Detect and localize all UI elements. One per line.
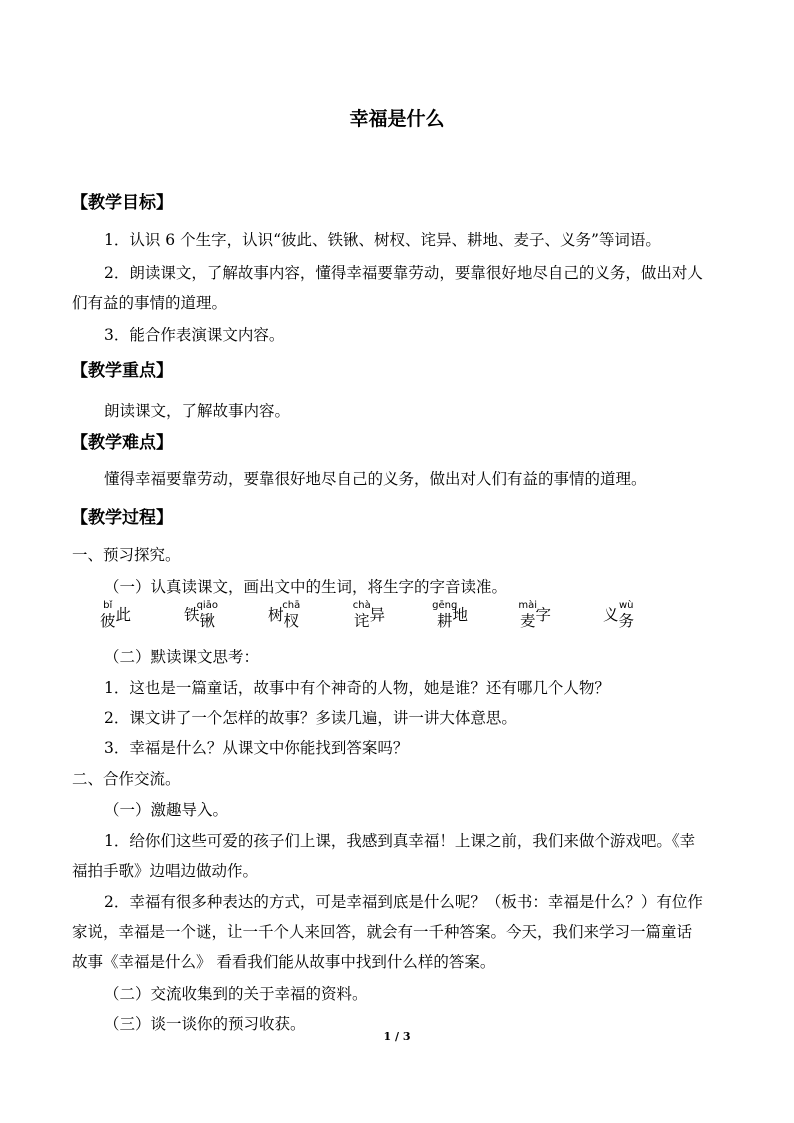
pinyin-char: 此 [115,606,132,624]
pinyin-word [268,600,301,630]
question-3: 3．幸福是什么？从课文中你能找到答案吗？ [104,739,409,757]
pinyin-annotation: qiāo [196,600,218,611]
goal-2-line-2: 们有益的事情的道理。 [72,294,228,312]
pinyin-char: 杈 chā [282,600,301,630]
pinyin-char: 铁 [184,606,200,624]
question-1: 1．这也是一篇童话，故事中有个神奇的人物，她是谁？还有哪几个人物？ [104,679,610,697]
process-step-2: 二、合作交流。 [72,770,181,788]
pinyin-char: 彼 bǐ [100,600,116,630]
pinyin-annotation: wù [619,600,634,611]
question-2: 2．课文讲了一个怎样的故事？多读几遍，讲一讲大体意思。 [104,709,517,727]
pinyin-vocabulary-row [0,600,794,635]
process-step-1-2: （二）默读课文思考： [104,648,260,666]
pinyin-char: 务 wù [618,600,635,630]
goal-2-line-1: 2．朗读课文，了解故事内容，懂得幸福要靠劳动，要靠很好地尽自己的义务，做出对人 [104,264,703,282]
pinyin-word [603,600,635,630]
pinyin-word [518,600,552,630]
process-step-2-3: （三）谈一谈你的预习收获。 [104,1015,306,1033]
process-step-2-1: （一）激趣导入。 [104,801,229,819]
key-text: 朗读课文，了解故事内容。 [104,402,291,420]
pinyin-word [352,600,386,630]
pinyin-word [432,600,469,630]
pinyin-annotation: gēng [432,600,458,611]
process-heading: 【教学过程】 [71,508,173,528]
pinyin-annotation: mài [518,600,538,611]
pinyin-char: 义 [603,606,619,624]
pinyin-char: 异 [369,606,386,624]
pinyin-char: 诧 chà [352,600,371,630]
pinyin-annotation: bǐ [103,600,113,611]
step-1-line-2: 福拍手歌》边唱边做动作。 [72,862,259,880]
process-step-1-1: （一）认真读课文，画出文中的生词，将生字的字音读准。 [104,578,508,596]
pinyin-char: 锹 qiāo [196,600,218,630]
key-heading: 【教学重点】 [71,361,173,381]
process-step-1: 一、预习探究。 [72,546,181,564]
goal-1: 1．认识 6 个生字，认识“彼此、铁锹、树杈、诧异、耕地、麦子、义务”等词语。 [104,231,661,249]
pinyin-word [184,600,218,630]
difficulty-heading: 【教学难点】 [71,433,173,453]
pinyin-annotation: chà [352,600,371,611]
page-title: 幸福是什么 [349,108,445,130]
pinyin-char: 耕 gēng [432,600,458,630]
pinyin-annotation: chā [282,600,301,611]
pinyin-char: 字 [535,606,552,624]
pinyin-char: 麦 mài [518,600,538,630]
step-2-line-2: 家说，幸福是一个谜，让一千个人来回答，就会有一千种答案。今天，我们来学习一篇童话 [72,923,693,941]
pinyin-word [100,600,132,630]
difficulty-text: 懂得幸福要靠劳动，要靠很好地尽自己的义务，做出对人们有益的事情的道理。 [104,470,647,488]
page-number: 1 / 3 [383,1030,411,1043]
pinyin-char: 树 [268,606,284,624]
pinyin-char: 地 [452,606,469,624]
goal-3: 3．能合作表演课文内容。 [104,326,285,344]
goals-heading: 【教学目标】 [71,193,173,213]
step-1-line-1: 1．给你们这些可爱的孩子们上课，我感到真幸福！上课之前，我们来做个游戏吧。《幸 [104,832,696,850]
step-2-line-1: 2．幸福有很多种表达的方式，可是幸福到底是什么呢？（板书：幸福是什么？）有位作 [104,893,703,911]
process-step-2-2: （二）交流收集到的关于幸福的资料。 [104,985,368,1003]
step-2-line-3: 故事《幸福是什么》 看看我们能从故事中找到什么样的答案。 [72,953,496,971]
